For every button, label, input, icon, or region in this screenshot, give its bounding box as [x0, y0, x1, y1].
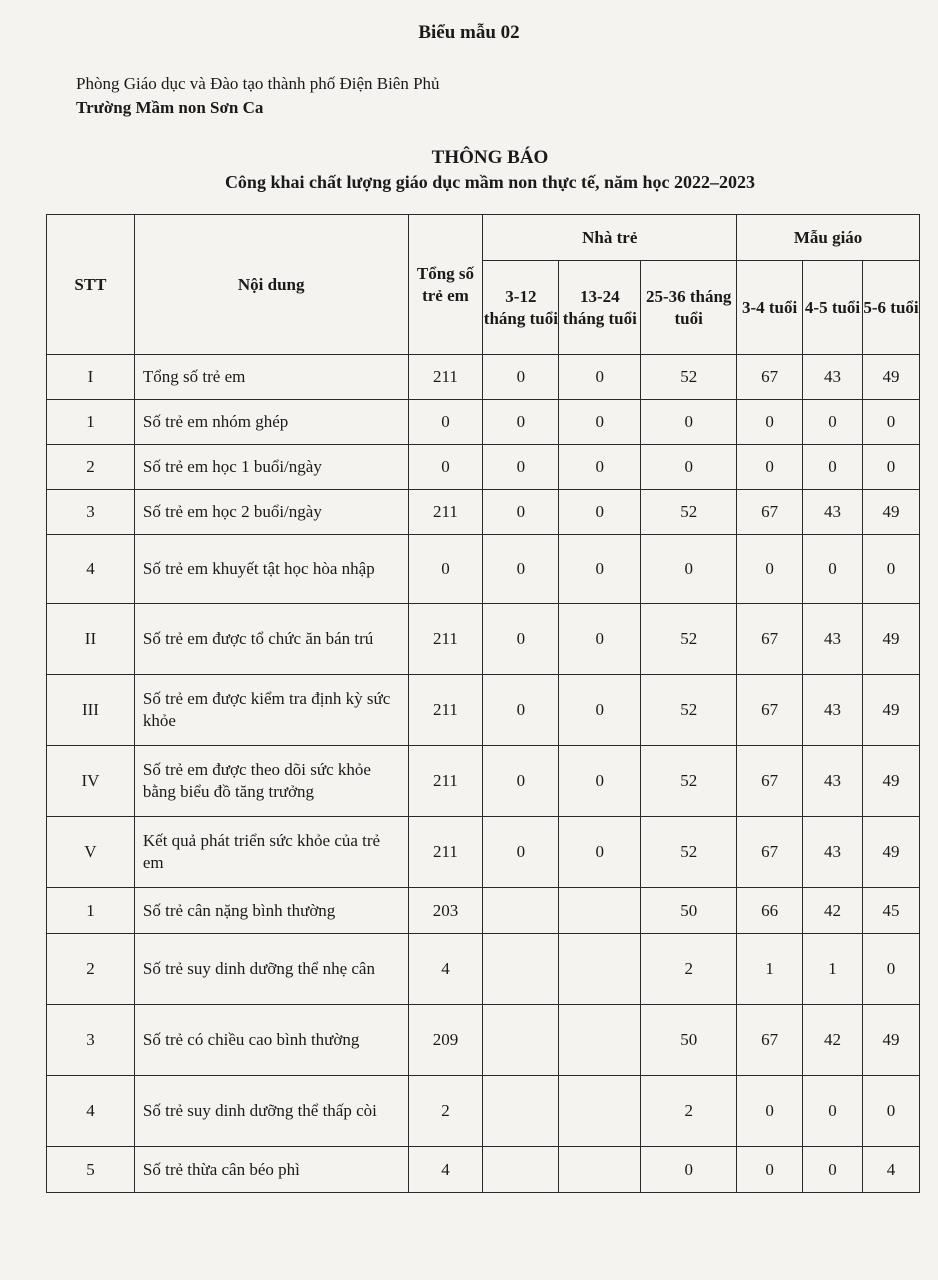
cell-content: Số trẻ suy dinh dưỡng thể nhẹ cân — [134, 934, 408, 1005]
cell-b2: 0 — [803, 1076, 863, 1147]
cell-total: 211 — [408, 675, 483, 746]
cell-a3: 52 — [641, 604, 737, 675]
table-row — [47, 604, 920, 675]
cell-b2: 0 — [803, 400, 863, 445]
cell-a3: 2 — [641, 1076, 737, 1147]
cell-total: 0 — [408, 400, 483, 445]
cell-a1 — [483, 934, 559, 1005]
cell-a2 — [559, 1076, 641, 1147]
cell-b2: 42 — [803, 888, 863, 934]
school-name: Trường Mầm non Sơn Ca — [76, 98, 264, 117]
cell-stt: 2 — [47, 445, 135, 490]
cell-b3: 0 — [863, 535, 920, 604]
cell-b3: 0 — [863, 445, 920, 490]
cell-b3: 49 — [863, 1005, 920, 1076]
cell-b2: 43 — [803, 490, 863, 535]
cell-a3: 50 — [641, 1005, 737, 1076]
department-name: Phòng Giáo dục và Đào tạo thành phố Điện Biên Phủ — [76, 74, 440, 93]
cell-content: Số trẻ em được theo dõi sức khỏe bằng biểu đồ tăng trưởng — [134, 746, 408, 817]
cell-b1: 0 — [737, 535, 803, 604]
table-row — [47, 490, 920, 535]
cell-a2: 0 — [559, 535, 641, 604]
table-row — [47, 817, 920, 888]
cell-total: 203 — [408, 888, 483, 934]
cell-a3: 0 — [641, 535, 737, 604]
cell-a3: 0 — [641, 400, 737, 445]
header-age-25-36-months: 25-36 tháng tuổi — [641, 261, 737, 355]
cell-a3: 0 — [641, 445, 737, 490]
cell-content: Kết quả phát triển sức khỏe của trẻ em — [134, 817, 408, 888]
cell-total: 0 — [408, 445, 483, 490]
cell-stt: IV — [47, 746, 135, 817]
cell-b1: 0 — [737, 1076, 803, 1147]
cell-content: Số trẻ em được kiểm tra định kỳ sức khỏe — [134, 675, 408, 746]
cell-stt: 3 — [47, 490, 135, 535]
table-row — [47, 746, 920, 817]
cell-b2: 43 — [803, 746, 863, 817]
document-header — [76, 72, 440, 120]
cell-a2 — [559, 1147, 641, 1193]
cell-b1: 67 — [737, 675, 803, 746]
cell-b3: 0 — [863, 934, 920, 1005]
cell-stt: 4 — [47, 535, 135, 604]
cell-stt: 1 — [47, 400, 135, 445]
cell-b1: 67 — [737, 604, 803, 675]
cell-stt: 2 — [47, 934, 135, 1005]
cell-total: 211 — [408, 604, 483, 675]
header-mau-giao: Mẫu giáo — [737, 215, 920, 261]
cell-stt: I — [47, 355, 135, 400]
table-row — [47, 1147, 920, 1193]
cell-stt: II — [47, 604, 135, 675]
table-row — [47, 1005, 920, 1076]
cell-a1: 0 — [483, 817, 559, 888]
header-age-3-12-months: 3-12 tháng tuổi — [483, 261, 559, 355]
table-row — [47, 934, 920, 1005]
cell-a1: 0 — [483, 490, 559, 535]
cell-b1: 67 — [737, 1005, 803, 1076]
table-row — [47, 400, 920, 445]
cell-a1: 0 — [483, 746, 559, 817]
cell-total: 209 — [408, 1005, 483, 1076]
cell-a1: 0 — [483, 604, 559, 675]
table-body — [47, 355, 920, 1193]
cell-a2 — [559, 888, 641, 934]
cell-b3: 49 — [863, 817, 920, 888]
cell-b1: 0 — [737, 445, 803, 490]
cell-stt: III — [47, 675, 135, 746]
cell-a2: 0 — [559, 604, 641, 675]
cell-b1: 66 — [737, 888, 803, 934]
cell-a1 — [483, 1005, 559, 1076]
cell-total: 0 — [408, 535, 483, 604]
cell-a3: 52 — [641, 355, 737, 400]
cell-a1: 0 — [483, 445, 559, 490]
cell-total: 211 — [408, 490, 483, 535]
cell-content: Số trẻ em khuyết tật học hòa nhập — [134, 535, 408, 604]
quality-report-table — [46, 214, 920, 1193]
cell-b2: 0 — [803, 1147, 863, 1193]
cell-a3: 2 — [641, 934, 737, 1005]
cell-a1: 0 — [483, 535, 559, 604]
cell-content: Số trẻ em nhóm ghép — [134, 400, 408, 445]
cell-a3: 50 — [641, 888, 737, 934]
header-age-4-5-years: 4-5 tuổi — [803, 261, 863, 355]
header-age-5-6-years: 5-6 tuổi — [863, 261, 920, 355]
table-row — [47, 445, 920, 490]
cell-b2: 43 — [803, 675, 863, 746]
document-title — [40, 146, 938, 194]
cell-content: Số trẻ em học 1 buổi/ngày — [134, 445, 408, 490]
cell-total: 211 — [408, 746, 483, 817]
cell-b3: 49 — [863, 604, 920, 675]
form-label: Biểu mẫu 02 — [418, 22, 520, 43]
cell-a2: 0 — [559, 445, 641, 490]
cell-a3: 0 — [641, 1147, 737, 1193]
cell-a2: 0 — [559, 490, 641, 535]
cell-b1: 67 — [737, 490, 803, 535]
cell-b3: 49 — [863, 355, 920, 400]
cell-b2: 1 — [803, 934, 863, 1005]
header-total: Tổng số trẻ em — [408, 215, 483, 355]
cell-b1: 67 — [737, 746, 803, 817]
table-row — [47, 355, 920, 400]
cell-b3: 0 — [863, 400, 920, 445]
cell-b3: 45 — [863, 888, 920, 934]
cell-stt: 4 — [47, 1076, 135, 1147]
cell-stt: V — [47, 817, 135, 888]
header-age-13-24-months: 13-24 tháng tuổi — [559, 261, 641, 355]
cell-content: Số trẻ cân nặng bình thường — [134, 888, 408, 934]
title-sub: Công khai chất lượng giáo dục mầm non thực tế, năm học 2022–2023 — [224, 172, 756, 192]
cell-a2: 0 — [559, 817, 641, 888]
cell-b2: 43 — [803, 604, 863, 675]
cell-a3: 52 — [641, 675, 737, 746]
header-content: Nội dung — [134, 215, 408, 355]
cell-total: 211 — [408, 355, 483, 400]
cell-b1: 1 — [737, 934, 803, 1005]
header-stt: STT — [47, 215, 135, 355]
table-row — [47, 535, 920, 604]
cell-a1: 0 — [483, 675, 559, 746]
cell-a1: 0 — [483, 400, 559, 445]
cell-a3: 52 — [641, 746, 737, 817]
cell-a3: 52 — [641, 490, 737, 535]
cell-a1 — [483, 1076, 559, 1147]
cell-a2 — [559, 1005, 641, 1076]
cell-b3: 0 — [863, 1076, 920, 1147]
table-row — [47, 675, 920, 746]
cell-a3: 52 — [641, 817, 737, 888]
cell-a2: 0 — [559, 400, 641, 445]
cell-a1: 0 — [483, 355, 559, 400]
cell-content: Số trẻ thừa cân béo phì — [134, 1147, 408, 1193]
cell-stt: 5 — [47, 1147, 135, 1193]
cell-stt: 3 — [47, 1005, 135, 1076]
cell-a1 — [483, 1147, 559, 1193]
cell-a2: 0 — [559, 355, 641, 400]
cell-b1: 0 — [737, 1147, 803, 1193]
cell-b2: 0 — [803, 445, 863, 490]
cell-b2: 43 — [803, 355, 863, 400]
cell-total: 2 — [408, 1076, 483, 1147]
cell-content: Số trẻ có chiều cao bình thường — [134, 1005, 408, 1076]
cell-total: 211 — [408, 817, 483, 888]
cell-b2: 0 — [803, 535, 863, 604]
cell-b1: 0 — [737, 400, 803, 445]
cell-b3: 49 — [863, 675, 920, 746]
cell-stt: 1 — [47, 888, 135, 934]
title-main: THÔNG BÁO — [431, 147, 549, 168]
cell-b2: 43 — [803, 817, 863, 888]
cell-a2: 0 — [559, 675, 641, 746]
cell-a2 — [559, 934, 641, 1005]
cell-b3: 49 — [863, 746, 920, 817]
cell-a2: 0 — [559, 746, 641, 817]
cell-b3: 49 — [863, 490, 920, 535]
header-nha-tre: Nhà trẻ — [483, 215, 737, 261]
cell-total: 4 — [408, 1147, 483, 1193]
cell-content: Số trẻ em được tổ chức ăn bán trú — [134, 604, 408, 675]
cell-b2: 42 — [803, 1005, 863, 1076]
table-row — [47, 888, 920, 934]
cell-total: 4 — [408, 934, 483, 1005]
header-age-3-4-years: 3-4 tuổi — [737, 261, 803, 355]
cell-content: Số trẻ em học 2 buổi/ngày — [134, 490, 408, 535]
cell-content: Tổng số trẻ em — [134, 355, 408, 400]
cell-b1: 67 — [737, 355, 803, 400]
table-row — [47, 1076, 920, 1147]
cell-b3: 4 — [863, 1147, 920, 1193]
cell-b1: 67 — [737, 817, 803, 888]
cell-a1 — [483, 888, 559, 934]
cell-content: Số trẻ suy dinh dưỡng thể thấp còi — [134, 1076, 408, 1147]
